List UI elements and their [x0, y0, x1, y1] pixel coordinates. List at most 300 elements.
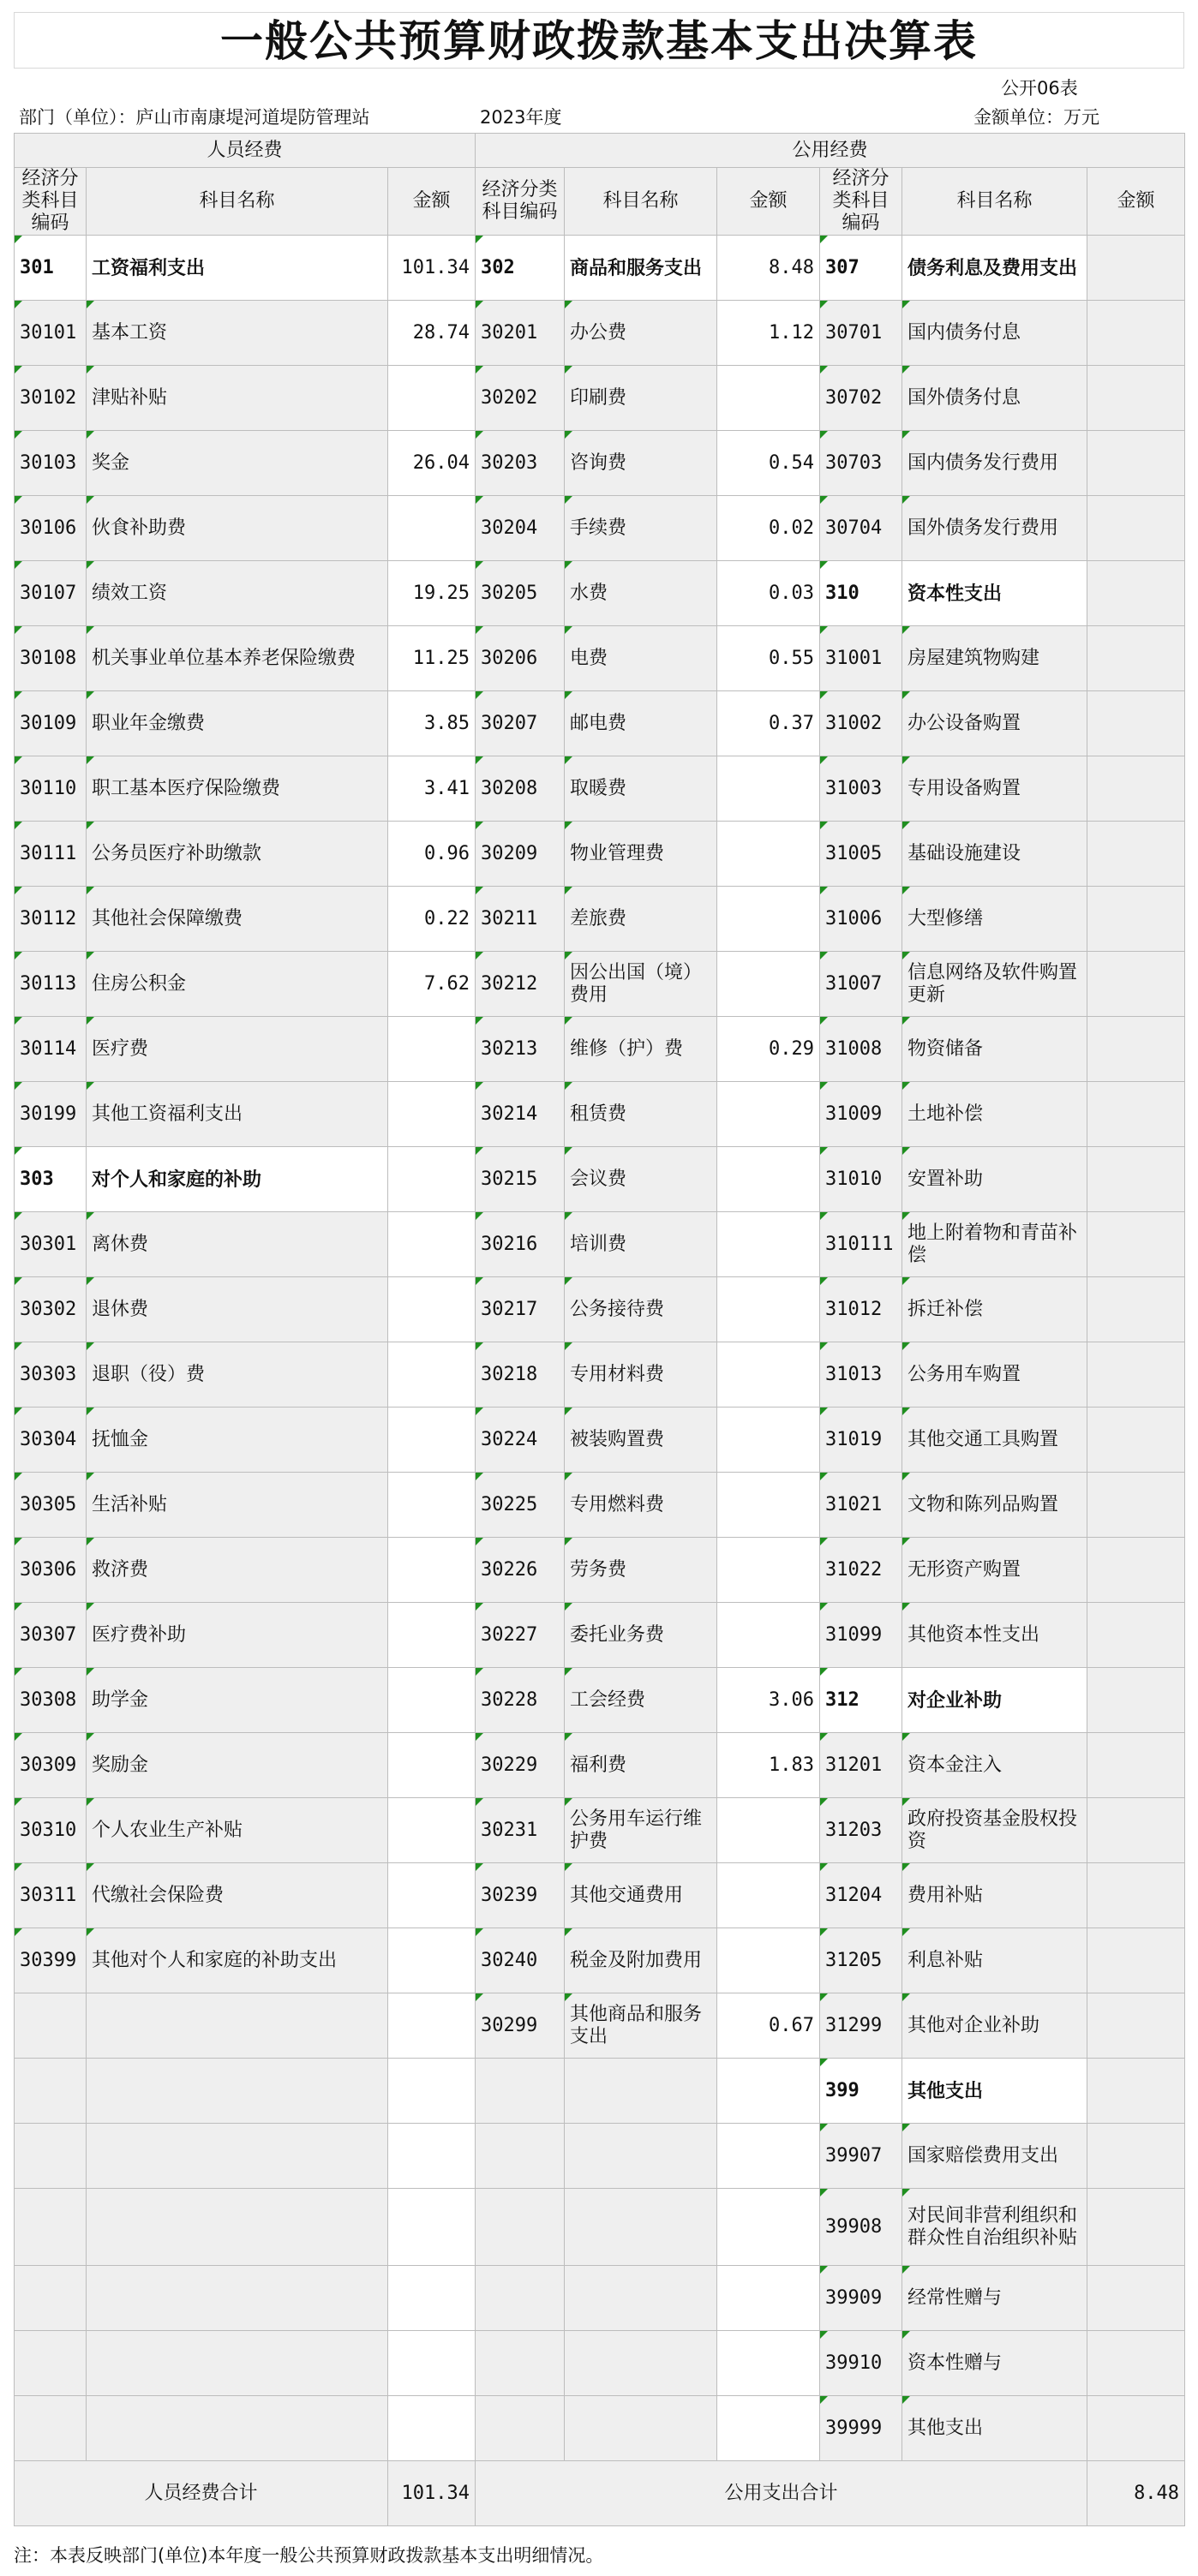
amount-cell [1087, 2396, 1185, 2461]
subject-name-cell [565, 2396, 717, 2461]
amount-cell [1087, 1082, 1185, 1147]
subject-name-cell: 无形资产购置 [902, 1538, 1087, 1603]
subject-code-cell [476, 2124, 565, 2189]
amount-cell: 26.04 [388, 431, 476, 496]
subject-name-cell: 劳务费 [565, 1538, 717, 1603]
subject-code-cell [15, 2266, 87, 2331]
amount-cell [717, 2396, 820, 2461]
subject-code-cell [15, 1993, 87, 2059]
table-row [15, 236, 1185, 301]
subject-code-cell [476, 2266, 565, 2331]
subject-name-cell: 政府投资基金股权投资 [902, 1798, 1087, 1863]
subject-name-cell: 咨询费 [565, 431, 717, 496]
subject-code-cell [15, 2331, 87, 2396]
subject-name-cell: 商品和服务支出 [565, 236, 717, 301]
subject-name-cell: 其他工资福利支出 [87, 1082, 388, 1147]
amount-cell [717, 2266, 820, 2331]
amount-cell [388, 1538, 476, 1603]
amount-cell [388, 1603, 476, 1668]
subject-name-cell: 其他交通费用 [565, 1863, 717, 1928]
subject-name-cell: 公务用车运行维护费 [565, 1798, 717, 1863]
amount-cell [388, 496, 476, 561]
subject-code-cell: 30208 [476, 756, 565, 822]
subject-code-cell: 30301 [15, 1212, 87, 1277]
amount-cell: 1.12 [717, 301, 820, 366]
subject-name-cell: 职业年金缴费 [87, 691, 388, 756]
subject-name-cell: 信息网络及软件购置更新 [902, 952, 1087, 1017]
subject-name-cell: 对企业补助 [902, 1668, 1087, 1733]
subject-code-cell: 30306 [15, 1538, 87, 1603]
subject-code-cell: 30215 [476, 1147, 565, 1212]
subject-code-cell: 30206 [476, 626, 565, 691]
subject-name-cell: 债务利息及费用支出 [902, 236, 1087, 301]
subject-code-cell: 302 [476, 236, 565, 301]
personnel-total-label: 人员经费合计 [15, 2461, 388, 2526]
subject-name-cell: 基础设施建设 [902, 822, 1087, 887]
amount-cell [1087, 301, 1185, 366]
amount-cell [717, 2124, 820, 2189]
table-number: 公开06表 [1001, 78, 1078, 99]
subject-code-cell: 30311 [15, 1863, 87, 1928]
subject-name-cell: 地上附着物和青苗补偿 [902, 1212, 1087, 1277]
subject-code-cell: 30201 [476, 301, 565, 366]
public-expense-header: 公用经费 [476, 134, 1185, 168]
subject-name-cell: 其他交通工具购置 [902, 1408, 1087, 1473]
subject-code-cell: 30213 [476, 1017, 565, 1082]
subject-name-cell: 其他支出 [902, 2059, 1087, 2124]
amount-cell [717, 2059, 820, 2124]
subject-code-cell: 30218 [476, 1342, 565, 1408]
amount-cell [717, 1473, 820, 1538]
subject-name-cell: 住房公积金 [87, 952, 388, 1017]
subject-code-cell: 30226 [476, 1538, 565, 1603]
table-row [15, 2059, 1185, 2124]
amount-cell [1087, 431, 1185, 496]
subject-code-cell: 30114 [15, 1017, 87, 1082]
subject-name-cell: 绩效工资 [87, 561, 388, 626]
table-row [15, 1733, 1185, 1798]
amount-cell: 0.54 [717, 431, 820, 496]
amount-cell [388, 1017, 476, 1082]
subject-code-cell: 31201 [820, 1733, 902, 1798]
subject-name-cell: 被装购置费 [565, 1408, 717, 1473]
amount-cell [388, 1082, 476, 1147]
subject-name-cell: 代缴社会保险费 [87, 1863, 388, 1928]
subject-name-cell: 专用燃料费 [565, 1473, 717, 1538]
subject-name-cell: 因公出国（境）费用 [565, 952, 717, 1017]
table-row [15, 822, 1185, 887]
subject-code-cell: 30299 [476, 1993, 565, 2059]
subject-name-cell: 房屋建筑物购建 [902, 626, 1087, 691]
table-row [15, 1993, 1185, 2059]
amount-cell [717, 1863, 820, 1928]
subject-name-cell [87, 1993, 388, 2059]
subject-code-cell: 30701 [820, 301, 902, 366]
subject-code-cell: 30103 [15, 431, 87, 496]
subject-code-cell: 30217 [476, 1277, 565, 1342]
amount-cell: 11.25 [388, 626, 476, 691]
subject-name-cell: 办公费 [565, 301, 717, 366]
table-row [15, 2266, 1185, 2331]
table-body [15, 236, 1185, 2461]
amount-cell [1087, 756, 1185, 822]
subject-name-cell: 退职（役）费 [87, 1342, 388, 1408]
amount-cell [1087, 1863, 1185, 1928]
table-row [15, 1408, 1185, 1473]
subject-name-cell: 救济费 [87, 1538, 388, 1603]
subject-name-cell: 经常性赠与 [902, 2266, 1087, 2331]
subject-code-cell: 31007 [820, 952, 902, 1017]
amount-cell [388, 2331, 476, 2396]
table-row [15, 1082, 1185, 1147]
amount-cell [717, 822, 820, 887]
table-row [15, 431, 1185, 496]
subject-code-cell: 30225 [476, 1473, 565, 1538]
amount-cell: 3.06 [717, 1668, 820, 1733]
subject-name-cell [565, 2331, 717, 2396]
subject-code-cell: 30310 [15, 1798, 87, 1863]
subject-name-cell: 奖金 [87, 431, 388, 496]
amount-cell [1087, 366, 1185, 431]
amount-cell [388, 1277, 476, 1342]
subject-code-cell: 31009 [820, 1082, 902, 1147]
subject-name-cell [87, 2059, 388, 2124]
amount-cell: 0.02 [717, 496, 820, 561]
amount-cell [388, 2396, 476, 2461]
amount-cell [717, 1603, 820, 1668]
subject-name-cell: 医疗费补助 [87, 1603, 388, 1668]
table-row [15, 626, 1185, 691]
subject-name-cell [565, 2189, 717, 2266]
subject-code-cell: 30110 [15, 756, 87, 822]
subject-name-cell: 公务员医疗补助缴款 [87, 822, 388, 887]
subject-name-cell [87, 2331, 388, 2396]
subject-name-cell: 国内债务付息 [902, 301, 1087, 366]
subject-name-cell: 国内债务发行费用 [902, 431, 1087, 496]
subject-name-cell: 专用材料费 [565, 1342, 717, 1408]
amount-cell [388, 366, 476, 431]
personnel-total-value: 101.34 [388, 2461, 476, 2526]
subject-code-cell: 31205 [820, 1928, 902, 1993]
subject-code-cell: 399 [820, 2059, 902, 2124]
table-row [15, 561, 1185, 626]
amount-cell: 19.25 [388, 561, 476, 626]
subject-name-cell [87, 2189, 388, 2266]
table-row [15, 1863, 1185, 1928]
subject-code-cell: 31203 [820, 1798, 902, 1863]
subject-name-cell: 水费 [565, 561, 717, 626]
amount-cell [388, 1408, 476, 1473]
table-row [15, 2396, 1185, 2461]
amount-cell [1087, 2189, 1185, 2266]
amount-cell [717, 1212, 820, 1277]
amount-cell [1087, 561, 1185, 626]
subject-code-cell: 30111 [15, 822, 87, 887]
amount-cell [1087, 1473, 1185, 1538]
public-total-value: 8.48 [1087, 2461, 1185, 2526]
amount-cell [1087, 1733, 1185, 1798]
amount-cell [1087, 1603, 1185, 1668]
subject-code-cell: 31204 [820, 1863, 902, 1928]
table-row [15, 1147, 1185, 1212]
amount-cell [1087, 1147, 1185, 1212]
subject-code-cell [15, 2059, 87, 2124]
amount-cell [388, 1473, 476, 1538]
amount-cell: 0.55 [717, 626, 820, 691]
amount-cell [1087, 952, 1185, 1017]
subject-code-cell: 30112 [15, 887, 87, 952]
table-row [15, 301, 1185, 366]
amount-cell [1087, 887, 1185, 952]
report-title: 一般公共预算财政拨款基本支出决算表 [14, 12, 1184, 69]
column-header-amount: 金额 [388, 168, 476, 236]
public-total-label: 公用支出合计 [476, 2461, 1087, 2526]
subject-code-cell: 30702 [820, 366, 902, 431]
subject-code-cell: 30109 [15, 691, 87, 756]
amount-cell [388, 2124, 476, 2189]
subject-code-cell [15, 2189, 87, 2266]
subject-name-cell: 公务用车购置 [902, 1342, 1087, 1408]
subject-name-cell: 退休费 [87, 1277, 388, 1342]
amount-cell [388, 1668, 476, 1733]
amount-cell [388, 2266, 476, 2331]
subject-code-cell: 31013 [820, 1342, 902, 1408]
amount-cell [1087, 2331, 1185, 2396]
amount-cell [717, 366, 820, 431]
fiscal-year: 2023年度 [480, 107, 562, 128]
amount-cell [1087, 1277, 1185, 1342]
subject-code-cell: 30216 [476, 1212, 565, 1277]
subject-code-cell: 30212 [476, 952, 565, 1017]
table-row [15, 1603, 1185, 1668]
subject-code-cell: 39909 [820, 2266, 902, 2331]
amount-cell [388, 1733, 476, 1798]
subject-code-cell: 30228 [476, 1668, 565, 1733]
amount-cell [388, 2059, 476, 2124]
subject-name-cell: 取暖费 [565, 756, 717, 822]
amount-cell: 1.83 [717, 1733, 820, 1798]
expenditure-table [14, 133, 1185, 2526]
amount-cell [1087, 2266, 1185, 2331]
subject-code-cell: 39910 [820, 2331, 902, 2396]
subject-code-cell [15, 2124, 87, 2189]
amount-cell: 0.03 [717, 561, 820, 626]
personnel-expense-header: 人员经费 [15, 134, 476, 168]
column-header-name: 科目名称 [87, 168, 388, 236]
subject-name-cell: 印刷费 [565, 366, 717, 431]
subject-code-cell: 39999 [820, 2396, 902, 2461]
subject-name-cell: 基本工资 [87, 301, 388, 366]
subject-code-cell: 30211 [476, 887, 565, 952]
table-row [15, 1277, 1185, 1342]
amount-cell [1087, 691, 1185, 756]
subject-name-cell: 其他对企业补助 [902, 1993, 1087, 2059]
subject-code-cell: 310111 [820, 1212, 902, 1277]
amount-cell [1087, 496, 1185, 561]
subject-code-cell: 31005 [820, 822, 902, 887]
amount-cell: 0.29 [717, 1017, 820, 1082]
amount-cell [1087, 1342, 1185, 1408]
subject-code-cell: 31006 [820, 887, 902, 952]
subject-code-cell: 312 [820, 1668, 902, 1733]
subject-name-cell: 对民间非营利组织和群众性自治组织补贴 [902, 2189, 1087, 2266]
subject-name-cell: 福利费 [565, 1733, 717, 1798]
table-row [15, 1538, 1185, 1603]
table-row [15, 756, 1185, 822]
subject-code-cell: 310 [820, 561, 902, 626]
subject-name-cell: 费用补贴 [902, 1863, 1087, 1928]
subject-code-cell [476, 2059, 565, 2124]
subject-name-cell: 大型修缮 [902, 887, 1087, 952]
amount-cell [717, 887, 820, 952]
subject-name-cell: 委托业务费 [565, 1603, 717, 1668]
subject-name-cell: 机关事业单位基本养老保险缴费 [87, 626, 388, 691]
subject-name-cell: 维修（护）费 [565, 1017, 717, 1082]
amount-cell [1087, 236, 1185, 301]
amount-cell [388, 2189, 476, 2266]
subject-name-cell: 伙食补助费 [87, 496, 388, 561]
table-row [15, 1017, 1185, 1082]
amount-cell [388, 1798, 476, 1863]
subject-name-cell [565, 2059, 717, 2124]
amount-cell [717, 1408, 820, 1473]
subject-code-cell: 30307 [15, 1603, 87, 1668]
subject-code-cell: 30309 [15, 1733, 87, 1798]
subject-code-cell: 31019 [820, 1408, 902, 1473]
subject-code-cell: 30240 [476, 1928, 565, 1993]
subject-name-cell: 个人农业生产补贴 [87, 1798, 388, 1863]
subject-name-cell: 办公设备购置 [902, 691, 1087, 756]
subject-name-cell [87, 2396, 388, 2461]
amount-cell: 0.37 [717, 691, 820, 756]
subject-name-cell: 手续费 [565, 496, 717, 561]
subject-code-cell [476, 2189, 565, 2266]
subject-name-cell: 物业管理费 [565, 822, 717, 887]
amount-cell [388, 1993, 476, 2059]
subject-code-cell: 30101 [15, 301, 87, 366]
amount-cell: 0.22 [388, 887, 476, 952]
amount-cell: 28.74 [388, 301, 476, 366]
amount-cell [717, 1538, 820, 1603]
department-label: 部门（单位）：庐山市南康堤河道堤防管理站 [19, 107, 370, 128]
subject-name-cell: 对个人和家庭的补助 [87, 1147, 388, 1212]
subject-name-cell: 国外债务付息 [902, 366, 1087, 431]
table-row [15, 1473, 1185, 1538]
subject-name-cell: 安置补助 [902, 1147, 1087, 1212]
subject-name-cell: 会议费 [565, 1147, 717, 1212]
amount-cell [1087, 1798, 1185, 1863]
subject-code-cell: 301 [15, 236, 87, 301]
amount-cell [717, 1928, 820, 1993]
subject-code-cell [476, 2396, 565, 2461]
subject-name-cell: 其他对个人和家庭的补助支出 [87, 1928, 388, 1993]
subject-name-cell: 医疗费 [87, 1017, 388, 1082]
amount-cell [1087, 2124, 1185, 2189]
subject-code-cell: 30303 [15, 1342, 87, 1408]
subject-name-cell [87, 2124, 388, 2189]
subject-code-cell: 30205 [476, 561, 565, 626]
amount-cell [388, 1147, 476, 1212]
subject-name-cell [565, 2124, 717, 2189]
table-row [15, 2124, 1185, 2189]
subject-name-cell: 拆迁补偿 [902, 1277, 1087, 1342]
subject-code-cell: 30214 [476, 1082, 565, 1147]
amount-cell: 3.85 [388, 691, 476, 756]
column-header-code: 经济分类科目编码 [476, 168, 565, 236]
subject-name-cell: 文物和陈列品购置 [902, 1473, 1087, 1538]
subject-code-cell: 31001 [820, 626, 902, 691]
subject-name-cell: 差旅费 [565, 887, 717, 952]
amount-cell: 7.62 [388, 952, 476, 1017]
subject-code-cell: 31099 [820, 1603, 902, 1668]
subject-name-cell: 国家赔偿费用支出 [902, 2124, 1087, 2189]
subject-name-cell: 专用设备购置 [902, 756, 1087, 822]
subject-code-cell: 31003 [820, 756, 902, 822]
table-row [15, 691, 1185, 756]
column-header-code: 经济分类科目编码 [820, 168, 902, 236]
amount-cell [717, 2331, 820, 2396]
subject-code-cell: 30704 [820, 496, 902, 561]
subject-code-cell: 31022 [820, 1538, 902, 1603]
subject-code-cell: 30231 [476, 1798, 565, 1863]
subject-code-cell: 30302 [15, 1277, 87, 1342]
table-row [15, 1798, 1185, 1863]
subject-code-cell: 30239 [476, 1863, 565, 1928]
subject-code-cell [476, 2331, 565, 2396]
amount-cell [1087, 822, 1185, 887]
amount-cell [717, 952, 820, 1017]
amount-cell [1087, 1538, 1185, 1603]
column-header-code: 经济分类科目编码 [15, 168, 87, 236]
column-header-amount: 金额 [1087, 168, 1185, 236]
table-row [15, 2189, 1185, 2266]
subject-code-cell: 31008 [820, 1017, 902, 1082]
subject-code-cell: 30107 [15, 561, 87, 626]
subject-name-cell: 利息补贴 [902, 1928, 1087, 1993]
subject-code-cell: 30227 [476, 1603, 565, 1668]
subject-name-cell: 租赁费 [565, 1082, 717, 1147]
subject-name-cell: 助学金 [87, 1668, 388, 1733]
amount-cell [1087, 1408, 1185, 1473]
subject-code-cell: 30199 [15, 1082, 87, 1147]
subject-name-cell: 国外债务发行费用 [902, 496, 1087, 561]
column-header-amount: 金额 [717, 168, 820, 236]
subject-code-cell: 30113 [15, 952, 87, 1017]
subject-code-cell: 31012 [820, 1277, 902, 1342]
subject-code-cell: 30305 [15, 1473, 87, 1538]
subject-name-cell: 职工基本医疗保险缴费 [87, 756, 388, 822]
table-row [15, 1212, 1185, 1277]
amount-cell [717, 1147, 820, 1212]
subject-code-cell: 31021 [820, 1473, 902, 1538]
subject-code-cell [15, 2396, 87, 2461]
subject-code-cell: 307 [820, 236, 902, 301]
subject-name-cell: 抚恤金 [87, 1408, 388, 1473]
subject-name-cell: 物资储备 [902, 1017, 1087, 1082]
subject-name-cell: 其他支出 [902, 2396, 1087, 2461]
amount-cell [388, 1342, 476, 1408]
subject-name-cell: 公务接待费 [565, 1277, 717, 1342]
amount-cell [1087, 626, 1185, 691]
amount-cell [1087, 1212, 1185, 1277]
subject-code-cell: 30399 [15, 1928, 87, 1993]
table-row [15, 1342, 1185, 1408]
table-row [15, 496, 1185, 561]
amount-cell [388, 1212, 476, 1277]
subject-code-cell: 30209 [476, 822, 565, 887]
table-row [15, 1668, 1185, 1733]
amount-cell [1087, 1928, 1185, 1993]
